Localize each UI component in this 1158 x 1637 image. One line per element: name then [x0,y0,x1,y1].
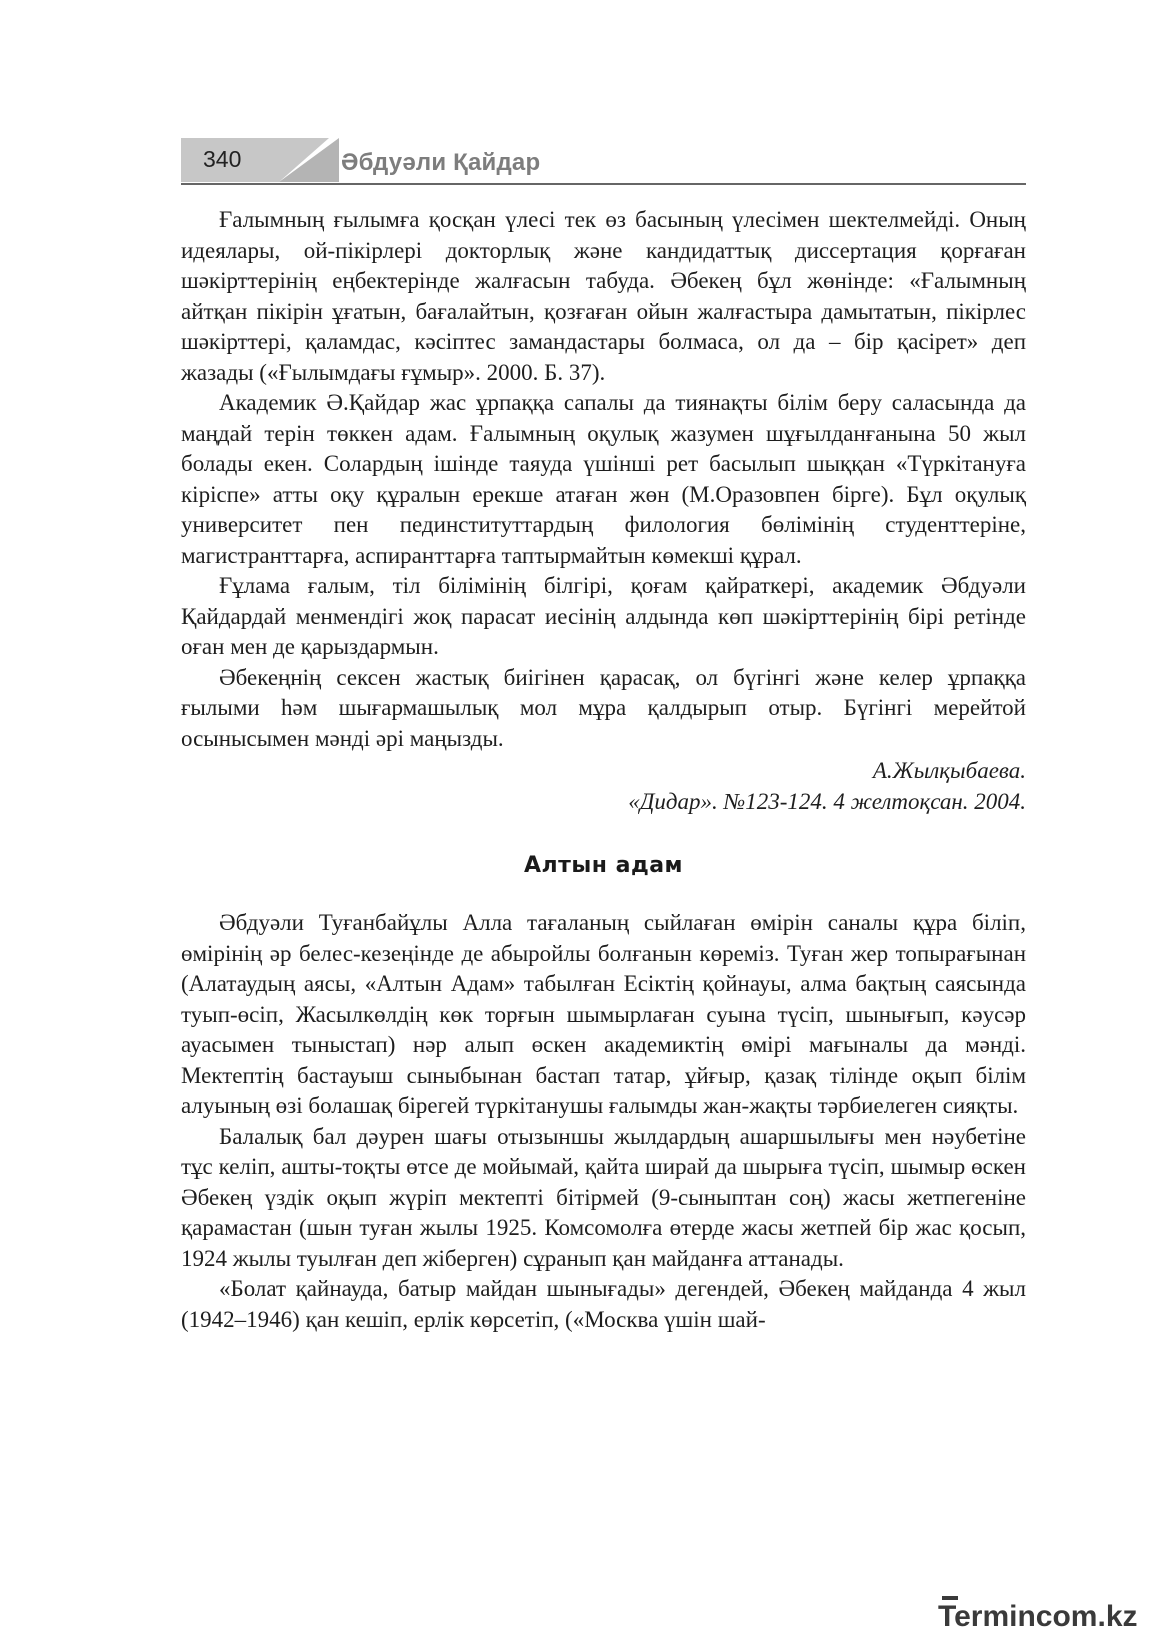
paragraph: Әбдуәли Туғанбайұлы Алла тағаланың сыйлаған өмірін саналы құра біліп, өмірінің әр белес-кезеңінде де абыройлы болғанын көреміз. Туған жер топырағынан (Алатаудың аясы, «Алтын Адам» табылған Есіктің қойнауы, алма бақтың саясында туып-өсіп, Жасылкөлдің көк торғын шымырлаған суына түсіп, шынығып, кәусәр ауасымен тыныстап) нәр алып өскен академиктің өмірі мағыналы да мәнді. Мектептің бастауыш сыныбынан бастап татар, ұйғыр, қазақ тілінде оқып білім алуының өзі болашақ бірегей түркітанушы ғалымды жан-жақты тәрбиелеген сияқты. [181,910,1026,1118]
page-header [181,138,1026,190]
section-title: Алтын адам [523,853,684,878]
paragraph: «Болат қайнауда, батыр майдан шынығады» дегендей, Әбекең майданда 4 жыл (1942–1946) қан кешіп, ерлік көрсетіп, («Москва үшін шай- [181,1276,1026,1332]
watermark: Termincom.kz [938,1600,1138,1633]
header-tab-shadow [279,138,339,182]
running-title: Әбдуәли Қайдар [341,149,541,176]
paragraph: Балалық бал дәурен шағы отызыншы жылдардың ашаршылығы мен нәубетіне тұс келіп, ашты-тоқты өтсе де мойымай, қайта ширай да шырыға түсіп, шымыр өскен Әбекең үздік оқып жүріп мектепті бітірмей (9-сыныптан соң) жасы жетпегеніне қарамастан (шын туған жылы 1925. Комсомолға өтерде жасы жетпей бір жас қосып, 1924 жылы туылған деп жіберген) сұранып қан майданға аттанады. [181,1123,1026,1271]
header-rule [181,183,1026,185]
paragraph: Ғұлама ғалым, тіл білімінің білгірі, қоғам қайраткері, академик Әбдуәли Қайдардай менмендігі жоқ парасат иесінің алдында көп шәкірттерінің бірі ретінде оған мен де қарыздармын. [181,573,1026,659]
page-body [181,205,1026,1335]
page-number: 340 [203,146,242,172]
signature-author: А.Жылқыбаева. [872,758,1026,783]
paragraph: Әбекеңнің сексен жастық биігінен қарасақ, ол бүгінгі және келер ұрпаққа ғылыми һәм шығармашылық мол мұра қалдырып отыр. Бүгінгі мерейтой осынысымен мәнді әрі маңызды. [181,664,1026,751]
signature-source: «Дидар». №123-124. 4 желтоқсан. 2004. [628,788,1026,814]
paragraph: Академик Ә.Қайдар жас ұрпаққа сапалы да тиянақты білім беру саласында да маңдай терін төккен адам. Ғалымның оқулық жазумен шұғылданғанына 50 жыл болады екен. Солардың ішінде таяуда үшінші рет басылып шыққан «Түркітануға кіріспе» атты оқу құралын ерекше атаған жөн (М.Оразовпен бірге). Бұл оқулық университет пен пединституттардың филология бөлімінің студенттеріне, магистранттарға, аспиранттарға таптырмайтын көмекші құрал. [181,390,1026,568]
paragraph: Ғалымның ғылымға қосқан үлесі тек өз басының үлесімен шектелмейді. Оның идеялары, ой-пікірлері докторлық және кандидаттық диссертация қорғаған шәкірттерінің еңбектерінде жалғасын табуда. Әбекең бұл жөнінде: «Ғалымның айтқан пікірін ұғатын, бағалайтын, қозғаған ойын жалғастыра дамытатын, пікірлес шәкірттері, қаламдас, кәсіптес замандастары болмаса, ол да – бір қасірет» деп жазады («Ғылымдағы ғұмыр». 2000. Б. 37). [181,207,1026,385]
